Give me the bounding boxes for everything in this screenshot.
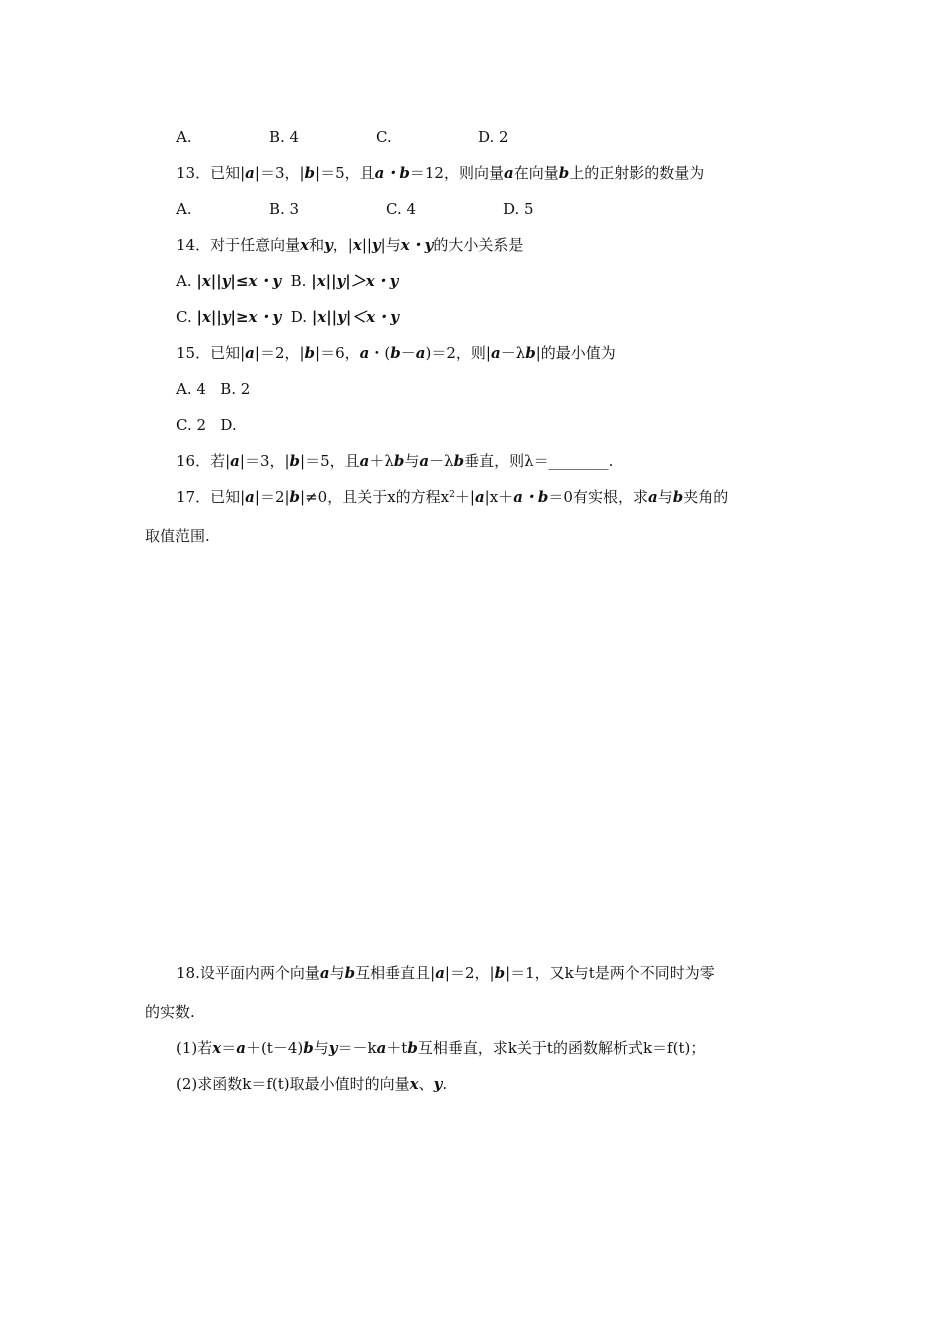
vector-a: a: [435, 964, 445, 982]
vector-y: y: [328, 1039, 338, 1057]
q18-text: 互相垂直，求k关于t的函数解析式k＝f(t)；: [417, 1039, 706, 1057]
vector-a: a: [419, 452, 430, 470]
q14-option-d-label: D.: [290, 308, 308, 326]
q13-text: |＝3，|: [254, 164, 305, 182]
vector-a: a: [647, 488, 658, 506]
q12-option-d: D. 2: [478, 128, 509, 146]
q18-text: ＋t: [386, 1039, 408, 1057]
vector-a: a: [359, 452, 370, 470]
q17-stem-continued: 取值范围.: [145, 527, 210, 545]
q14-number: 14．: [176, 236, 211, 254]
q13-option-b: B. 3: [269, 200, 300, 218]
q18-text: |＝2，|: [444, 964, 495, 982]
vector-a: a: [236, 1039, 246, 1057]
q16-stem: [176, 451, 613, 471]
vector-a: a: [245, 164, 255, 182]
vector-b: b: [390, 344, 401, 362]
dot-product: a・b: [374, 164, 410, 182]
q13-text: 在向量: [513, 164, 559, 182]
vector-y: y: [371, 236, 381, 254]
q13-text: |＝5，且: [315, 164, 375, 182]
q18-number: 18.: [176, 964, 200, 982]
q13-text: 已知|: [210, 164, 246, 182]
q14-option-d: |x||y|＜x・y: [311, 308, 399, 326]
vector-a: a: [503, 164, 514, 182]
q18-text: .: [442, 1075, 448, 1093]
vector-b: b: [494, 964, 506, 982]
dot-product: a・b: [513, 488, 549, 506]
q15-options-cd: C. 2 D.: [176, 416, 237, 434]
vector-b: b: [289, 452, 301, 470]
q18-text: 与: [313, 1039, 329, 1057]
vector-b: b: [393, 452, 405, 470]
q18-text: ＝－k: [337, 1039, 377, 1057]
q16-text: 垂直，则λ＝________.: [464, 452, 614, 470]
vector-b: b: [304, 164, 316, 182]
q17-text: |＝2|: [254, 488, 290, 506]
q16-text: ＋λ: [369, 452, 394, 470]
q15-text: －λ: [500, 344, 526, 362]
q18-text: 设平面内两个向量: [199, 964, 320, 982]
q16-text: －λ: [429, 452, 454, 470]
vector-a: a: [415, 344, 426, 362]
q15-stem: [176, 343, 616, 363]
q17-text: 夹角的: [683, 488, 729, 506]
vector-b: b: [407, 1039, 418, 1057]
q18-stem: [176, 963, 715, 983]
vector-b: b: [344, 964, 356, 982]
q14-text: ||: [361, 236, 372, 254]
vector-b: b: [525, 344, 536, 362]
q15-text: 已知|: [210, 344, 246, 362]
vector-a: a: [245, 488, 255, 506]
vector-x: x: [352, 236, 362, 254]
q14-text: |与: [380, 236, 401, 254]
vector-b: b: [289, 488, 301, 506]
vector-b: b: [304, 344, 316, 362]
q15-text: －: [400, 344, 416, 362]
q18-text: (1)若: [176, 1039, 213, 1057]
q14-option-b-label: B.: [290, 272, 307, 290]
vector-x: x: [212, 1039, 222, 1057]
q15-number: 15．: [176, 344, 211, 362]
q14-text: 的大小关系是: [433, 236, 524, 254]
q18-text: ＋(t－4): [245, 1039, 304, 1057]
q14-option-c-label: C.: [176, 308, 192, 326]
q15-text: )＝2，则|: [425, 344, 491, 362]
q14-text: 对于任意向量: [210, 236, 301, 254]
q14-stem: [176, 235, 523, 255]
q18-text: ＝: [221, 1039, 237, 1057]
q14-option-b: |x||y|＞x・y: [311, 272, 399, 290]
vector-b: b: [558, 164, 570, 182]
vector-a: a: [376, 1039, 387, 1057]
vector-y: y: [433, 1075, 443, 1093]
vector-x: x: [409, 1075, 419, 1093]
q18-stem-continued: 的实数.: [145, 1003, 195, 1021]
vector-b: b: [672, 488, 684, 506]
q18-text: |＝1，又k与t是两个不同时为零: [505, 964, 715, 982]
q18-part-1: [176, 1038, 705, 1058]
q14-option-a: |x||y|≤x・y: [196, 272, 282, 290]
q13-option-d: D. 5: [503, 200, 534, 218]
q16-text: |＝3，|: [239, 452, 290, 470]
q14-text: 和: [309, 236, 325, 254]
q17-text: |x＋: [484, 488, 514, 506]
q17-text: 已知|: [210, 488, 246, 506]
q13-text: 上的正射影的数量为: [569, 164, 705, 182]
q17-text: ＋|: [454, 488, 475, 506]
vector-y: y: [324, 236, 333, 254]
q15-text: |的最小值为: [535, 344, 616, 362]
q15-text: |＝2，|: [254, 344, 305, 362]
vector-a: a: [490, 344, 501, 362]
q13-option-a: A.: [176, 200, 192, 218]
q14-text: ，|: [332, 236, 353, 254]
q12-option-b: B. 4: [269, 128, 300, 146]
q14-options-ab: [176, 271, 398, 291]
q17-stem: [176, 487, 728, 507]
q18-text: 互相垂直且|: [355, 964, 436, 982]
vector-a: a: [319, 964, 330, 982]
q12-option-c: C.: [376, 128, 392, 146]
vector-a: a: [230, 452, 240, 470]
q15-text: |＝6，: [315, 344, 360, 362]
dot-product: x・y: [400, 236, 434, 254]
vector-b: b: [303, 1039, 314, 1057]
q16-number: 16．: [176, 452, 211, 470]
q16-text: 与: [404, 452, 420, 470]
q18-text: (2)求函数k＝f(t)取最小值时的向量: [176, 1075, 410, 1093]
q17-text: |≠0，且关于x的方程x: [300, 488, 450, 506]
q13-number: 13．: [176, 164, 211, 182]
vector-x: x: [300, 236, 310, 254]
q18-text: 与: [329, 964, 345, 982]
q14-option-a-label: A.: [176, 272, 192, 290]
q17-text: 与: [657, 488, 673, 506]
vector-a: a: [245, 344, 255, 362]
q12-option-a: A.: [176, 128, 192, 146]
q13-option-c: C. 4: [386, 200, 417, 218]
vector-a: a: [359, 344, 370, 362]
q17-text: ＝0有实根，求: [548, 488, 648, 506]
q14-options-cd: [176, 307, 399, 327]
q18-part-2: [176, 1074, 447, 1094]
vector-b: b: [453, 452, 465, 470]
q14-option-c: |x||y|≥x・y: [196, 308, 282, 326]
q16-text: |＝5，且: [300, 452, 360, 470]
q13-stem: [176, 163, 704, 183]
q16-text: 若|: [210, 452, 231, 470]
q15-options-ab: A. 4 B. 2: [176, 380, 251, 398]
q15-text: ・(: [369, 344, 391, 362]
vector-a: a: [474, 488, 485, 506]
q18-text: 、: [418, 1075, 434, 1093]
exponent: 2: [449, 490, 455, 500]
q13-text: ＝12，则向量: [409, 164, 504, 182]
q17-number: 17．: [176, 488, 211, 506]
